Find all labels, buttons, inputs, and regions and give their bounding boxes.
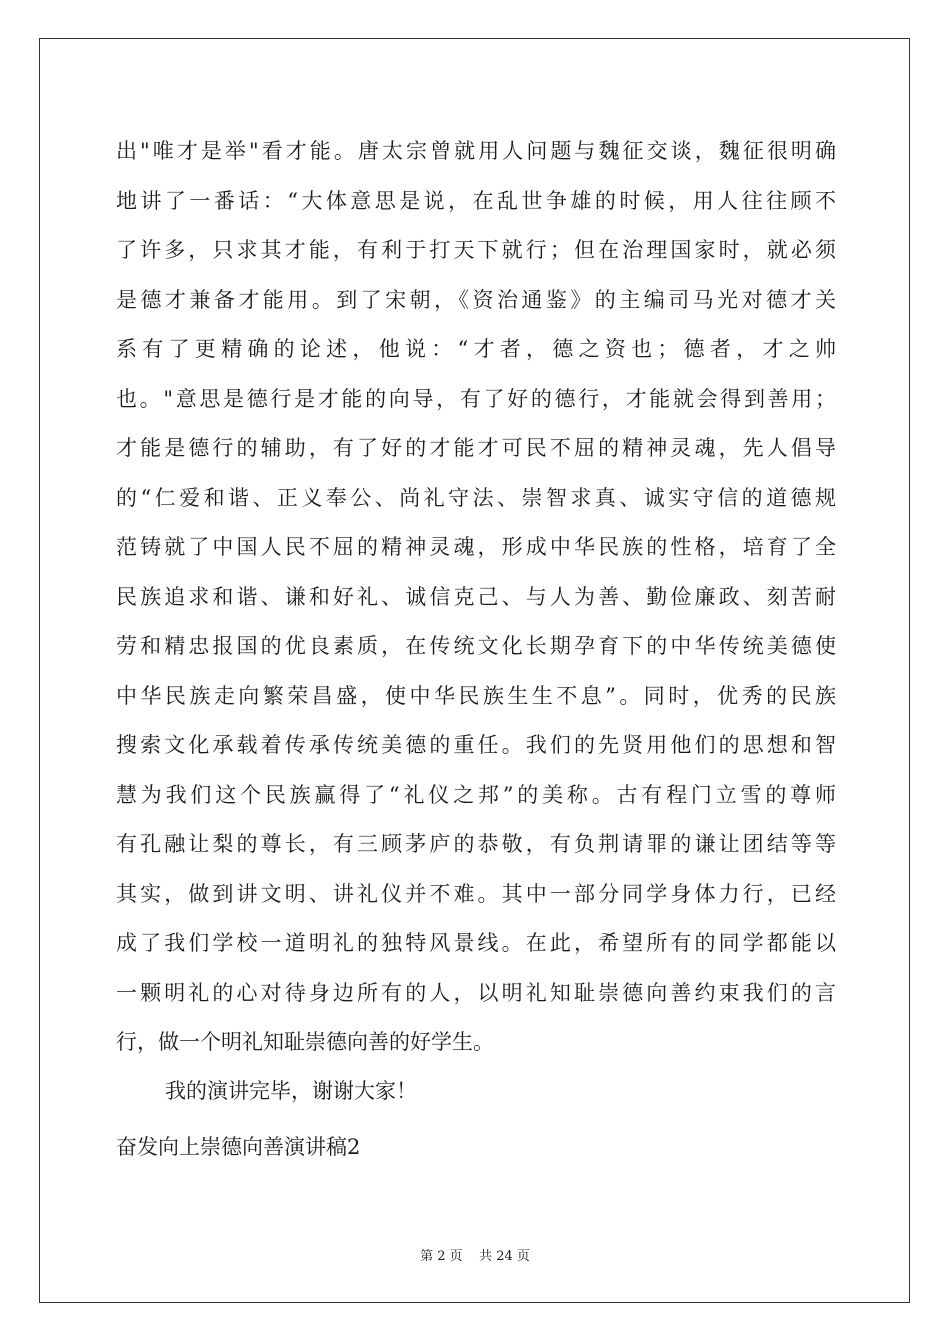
speech-paragraph [116, 127, 836, 1068]
paragraph-line: 了许多，只求其才能，有利于打天下就行；但在治理国家时，就必须 [116, 238, 836, 262]
paragraph-line: 有孔融让梨的尊长，有三顾茅庐的恭敬，有负荆请罪的谦让团结等等 [116, 832, 836, 856]
paragraph-line: 行，做一个明礼知耻崇德向善的好学生。 [116, 1030, 494, 1054]
paragraph-line: 的“仁爱和谐、正义奉公、尚礼守法、崇智求真、诚实守信的道德规 [116, 485, 836, 510]
paragraph-line: 地讲了一番话：“大体意思是说，在乱世争雄的时候，用人往往顾不 [116, 188, 836, 213]
paragraph-line: 也。"意思是德行是才能的向导，有了好的德行，才能就会得到善用； [116, 386, 836, 411]
next-speech-title: 奋发向上崇德向善演讲稿2 [116, 1135, 361, 1159]
paragraph-line: 慧为我们这个民族赢得了“礼仪之邦”的美称。古有程门立雪的尊师 [116, 782, 836, 807]
paragraph-line: 成了我们学校一道明礼的独特风景线。在此，希望所有的同学都能以 [116, 931, 836, 955]
paragraph-line: 劳和精忠报国的优良素质，在传统文化长期孕育下的中华传统美德使 [116, 634, 836, 658]
paragraph-line: 是德才兼备才能用。到了宋朝，《资治通鉴》的主编司马光对德才关 [116, 287, 836, 312]
page-number: 第 2 页 共 24 页 [420, 1249, 530, 1264]
paragraph-line: 搜索文化承载着传承传统美德的重任。我们的先贤用他们的思想和智 [116, 733, 836, 757]
paragraph-line: 其实，做到讲文明、讲礼仪并不难。其中一部分同学身体力行，已经 [116, 881, 836, 906]
closing-remark: 我的演讲完毕，谢谢大家！ [165, 1079, 417, 1103]
paragraph-line: 系有了更精确的论述，他说：“才者，德之资也；德者，才之帅 [116, 337, 836, 361]
paragraph-line: 范铸就了中国人民不屈的精神灵魂，形成中华民族的性格，培育了全 [116, 535, 836, 559]
paragraph-line: 才能是德行的辅助，有了好的才能才可民不屈的精神灵魂，先人倡导 [116, 436, 836, 460]
paragraph-line: 一颗明礼的心对待身边所有的人，以明礼知耻崇德向善约束我们的言 [116, 980, 836, 1005]
paragraph-line: 民族追求和谐、谦和好礼、诚信克己、与人为善、勤俭廉政、刻苦耐 [116, 584, 836, 609]
paragraph-line: 中华民族走向繁荣昌盛，使中华民族生生不息”。同时，优秀的民族 [116, 683, 836, 708]
paragraph-line: 出"唯才是举"看才能。唐太宗曾就用人问题与魏征交谈，魏征很明确 [116, 139, 836, 163]
